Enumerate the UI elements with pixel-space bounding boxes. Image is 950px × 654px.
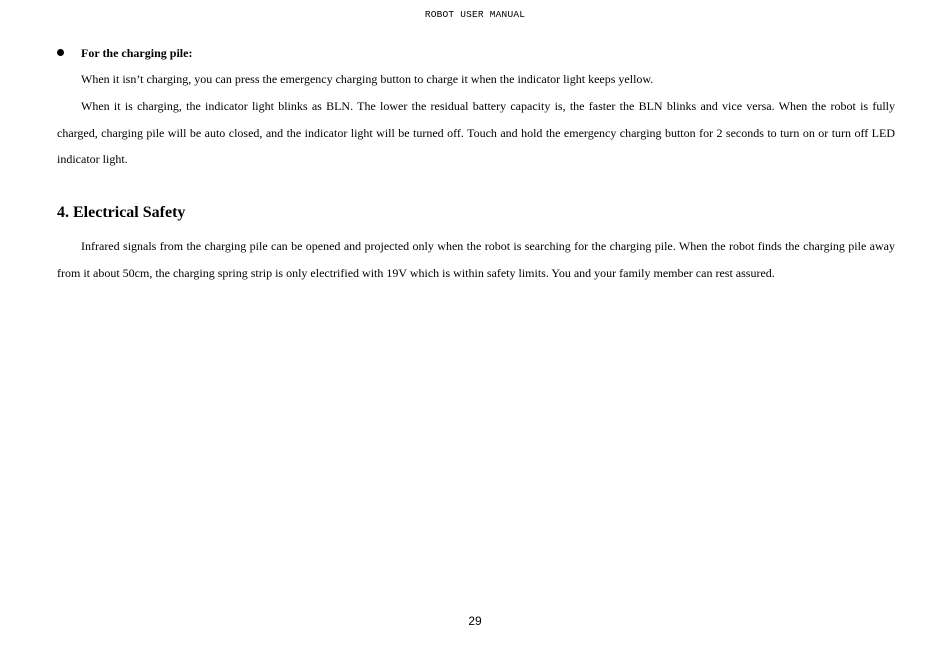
electrical-safety-paragraph: Infrared signals from the charging pile can be opened and projected only when the robot is searching for the charging pile. When the robot finds the charging pile away from it about 50cm, the charging spring strip is only electrified with 19V which is within safety limits. You and your family member can rest assured. bbox=[57, 239, 895, 280]
section-title-electrical-safety: 4. Electrical Safety bbox=[57, 204, 186, 221]
charging-pile-heading: For the charging pile: bbox=[81, 46, 193, 60]
charging-pile-paragraph-idle: When it isn’t charging, you can press the emergency charging button to charge it when the indicator light keeps yellow. bbox=[81, 72, 654, 86]
bullet-dot-icon bbox=[57, 49, 64, 56]
page-number: 29 bbox=[468, 614, 482, 628]
charging-pile-paragraph-charging: When it is charging, the indicator light blinks as BLN. The lower the residual battery capacity is, the faster the BLN blinks and vice versa. When the robot is fully charged, charging pile will be auto closed, and the indicator light will be turned off. Touch and hold the emergency charging button for 2 seconds to turn on or turn off LED indicator light. bbox=[57, 99, 895, 166]
page-header: ROBOT USER MANUAL bbox=[424, 9, 526, 20]
